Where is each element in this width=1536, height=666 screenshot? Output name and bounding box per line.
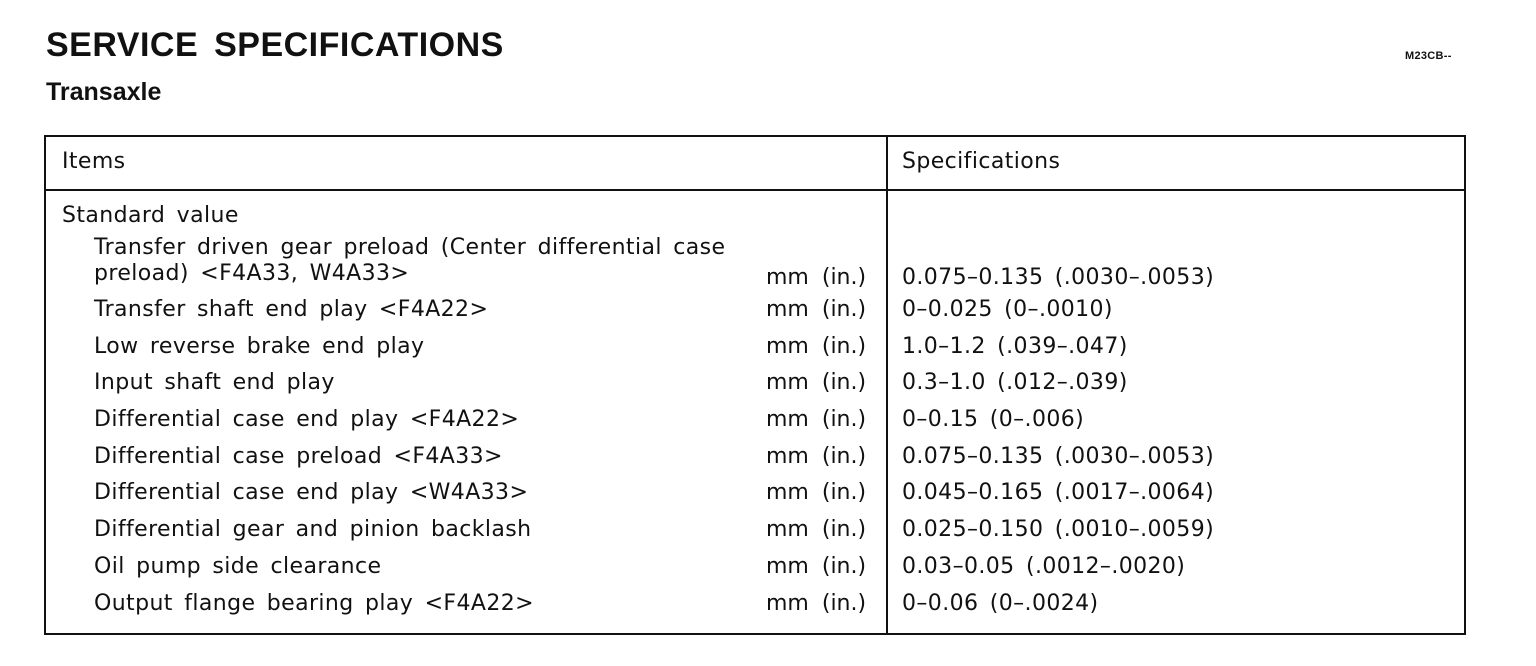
row-spec: 0.045–0.165 (.0017–.0064) — [902, 480, 1215, 506]
row-spec: 0.075–0.135 (.0030–.0053) — [902, 265, 1215, 290]
row-item: Output flange bearing play <F4A22> — [94, 590, 534, 616]
table-row — [46, 554, 1464, 591]
specifications-table — [44, 135, 1466, 635]
table-row — [46, 480, 1464, 517]
row-spec: 0–0.15 (0–.006) — [902, 407, 1085, 433]
row-unit: mm (in.) — [766, 370, 867, 396]
table-row — [46, 517, 1464, 554]
row-spec: 0–0.06 (0–.0024) — [902, 590, 1099, 616]
row-unit: mm (in.) — [766, 407, 867, 433]
document-code: M23CB-- — [1405, 50, 1452, 62]
row-spec: 1.0–1.2 (.039–.047) — [902, 333, 1128, 359]
header-specifications: Specifications — [902, 149, 1061, 174]
row-item: Differential case preload <F4A33> — [94, 443, 503, 469]
row-unit: mm (in.) — [766, 443, 867, 469]
table-row — [46, 407, 1464, 444]
row-item: Transfer driven gear preload (Center differential case preload) <F4A33, W4A33> — [94, 235, 726, 286]
row-item: Transfer shaft end play <F4A22> — [94, 297, 489, 322]
section-label: Standard value — [62, 203, 239, 228]
table-row — [46, 297, 1464, 334]
table-row — [46, 235, 1464, 297]
row-spec: 0.03–0.05 (.0012–.0020) — [902, 553, 1186, 579]
header-divider — [46, 189, 1464, 191]
row-spec: 0–0.025 (0–.0010) — [902, 297, 1113, 322]
row-unit: mm (in.) — [766, 590, 867, 616]
row-item: Low reverse brake end play — [94, 333, 425, 359]
row-unit: mm (in.) — [766, 480, 867, 506]
row-spec: 0.3–1.0 (.012–.039) — [902, 370, 1128, 396]
row-spec: 0.025–0.150 (.0010–.0059) — [902, 517, 1215, 543]
row-unit: mm (in.) — [766, 553, 867, 579]
table-row — [46, 334, 1464, 371]
row-item: Differential case end play <F4A22> — [94, 407, 520, 433]
page-title: SERVICE SPECIFICATIONS — [46, 26, 504, 64]
row-unit: mm (in.) — [766, 265, 867, 290]
row-item: Oil pump side clearance — [94, 553, 382, 579]
row-item: Input shaft end play — [94, 370, 335, 396]
table-body — [46, 235, 1464, 627]
table-row — [46, 591, 1464, 628]
section-subtitle: Transaxle — [46, 78, 162, 106]
row-unit: mm (in.) — [766, 517, 867, 543]
table-row — [46, 444, 1464, 481]
header-items: Items — [62, 149, 126, 174]
row-unit: mm (in.) — [766, 297, 867, 322]
row-spec: 0.075–0.135 (.0030–.0053) — [902, 443, 1215, 469]
table-row — [46, 370, 1464, 407]
row-unit: mm (in.) — [766, 333, 867, 359]
row-item: Differential case end play <W4A33> — [94, 480, 529, 506]
row-item: Differential gear and pinion backlash — [94, 517, 532, 543]
